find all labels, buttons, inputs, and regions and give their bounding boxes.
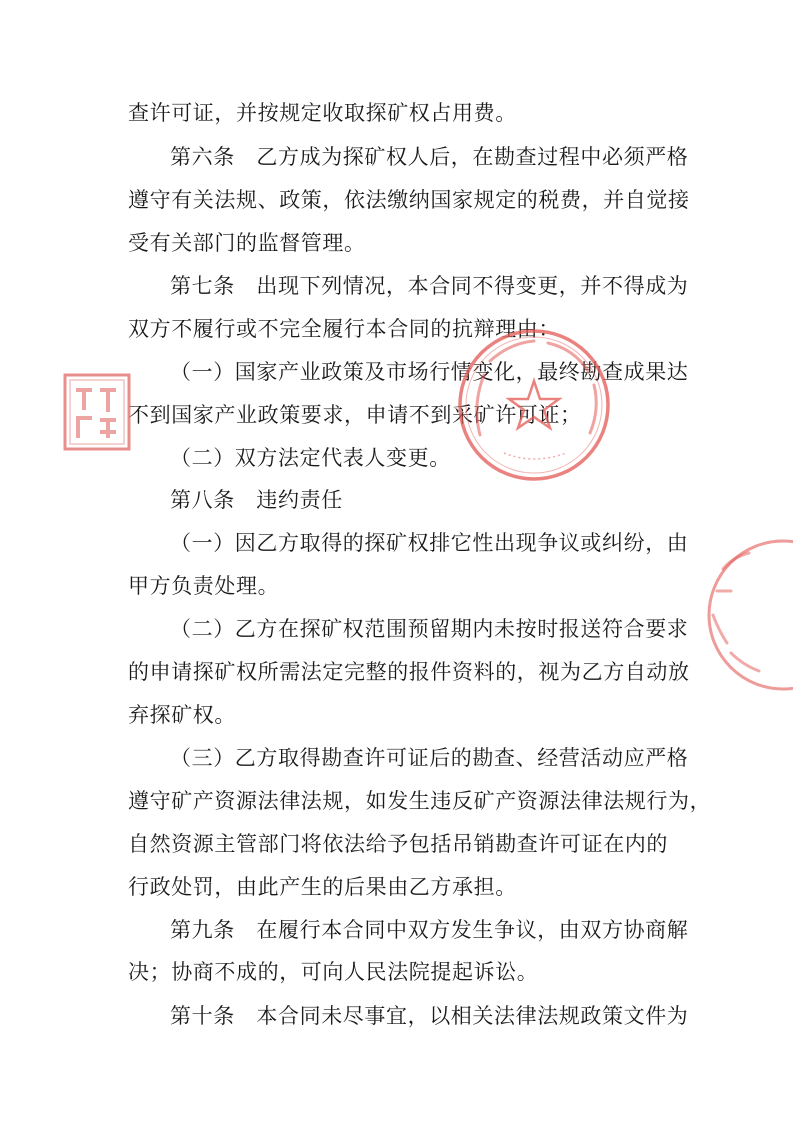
text-line: 受有关部门的监督管理。 xyxy=(128,231,366,255)
text-line: （一）因乙方取得的探矿权排它性出现争议或纠纷，由 xyxy=(170,531,689,555)
text-line: （二）乙方在探矿权范围预留期内未按时报送符合要求 xyxy=(170,617,689,641)
text-line: 自然资源主管部门将依法给予包括吊销勘查许可证在内的 xyxy=(128,832,668,856)
text-line: 双方不履行或不完全履行本合同的抗辩理由： xyxy=(128,317,560,341)
text-line: 行政处罚，由此产生的后果由乙方承担。 xyxy=(128,875,517,899)
edge-company-seal-stamp xyxy=(683,535,793,695)
text-line: 的申请探矿权所需法定完整的报件资料的，视为乙方自动放 xyxy=(128,660,690,684)
article-7-heading-line: 第七条 出现下列情况，本合同不得变更，并不得成为 xyxy=(170,274,689,298)
text-line: 遵守有关法规、政策，依法缴纳国家规定的税费，并自觉接 xyxy=(128,188,690,212)
square-seal-stamp xyxy=(62,372,132,452)
text-line: （三）乙方取得勘查许可证后的勘查、经营活动应严格 xyxy=(170,746,689,770)
text-line: 弃探矿权。 xyxy=(128,703,236,727)
article-8-heading-line: 第八条 违约责任 xyxy=(170,488,343,512)
text-line: （二）双方法定代表人变更。 xyxy=(170,446,451,470)
text-line: 决；协商不成的，可向人民法院提起诉讼。 xyxy=(128,960,539,984)
article-9-heading-line: 第九条 在履行本合同中双方发生争议，由双方协商解 xyxy=(170,918,689,942)
text-line: 甲方负责处理。 xyxy=(128,574,280,598)
article-10-heading-line: 第十条 本合同未尽事宜，以相关法律法规政策文件为 xyxy=(170,1004,689,1028)
text-line: （一）国家产业政策及市场行情变化，最终勘查成果达 xyxy=(170,360,689,384)
text-line: 不到国家产业政策要求，申请不到采矿许可证； xyxy=(128,403,582,427)
text-line: 查许可证，并按规定收取探矿权占用费。 xyxy=(128,101,517,125)
article-6-heading-line: 第六条 乙方成为探矿权人后，在勘查过程中必须严格 xyxy=(170,145,689,169)
text-line: 遵守矿产资源法律法规，如发生违反矿产资源法律法规行为， xyxy=(128,789,712,813)
